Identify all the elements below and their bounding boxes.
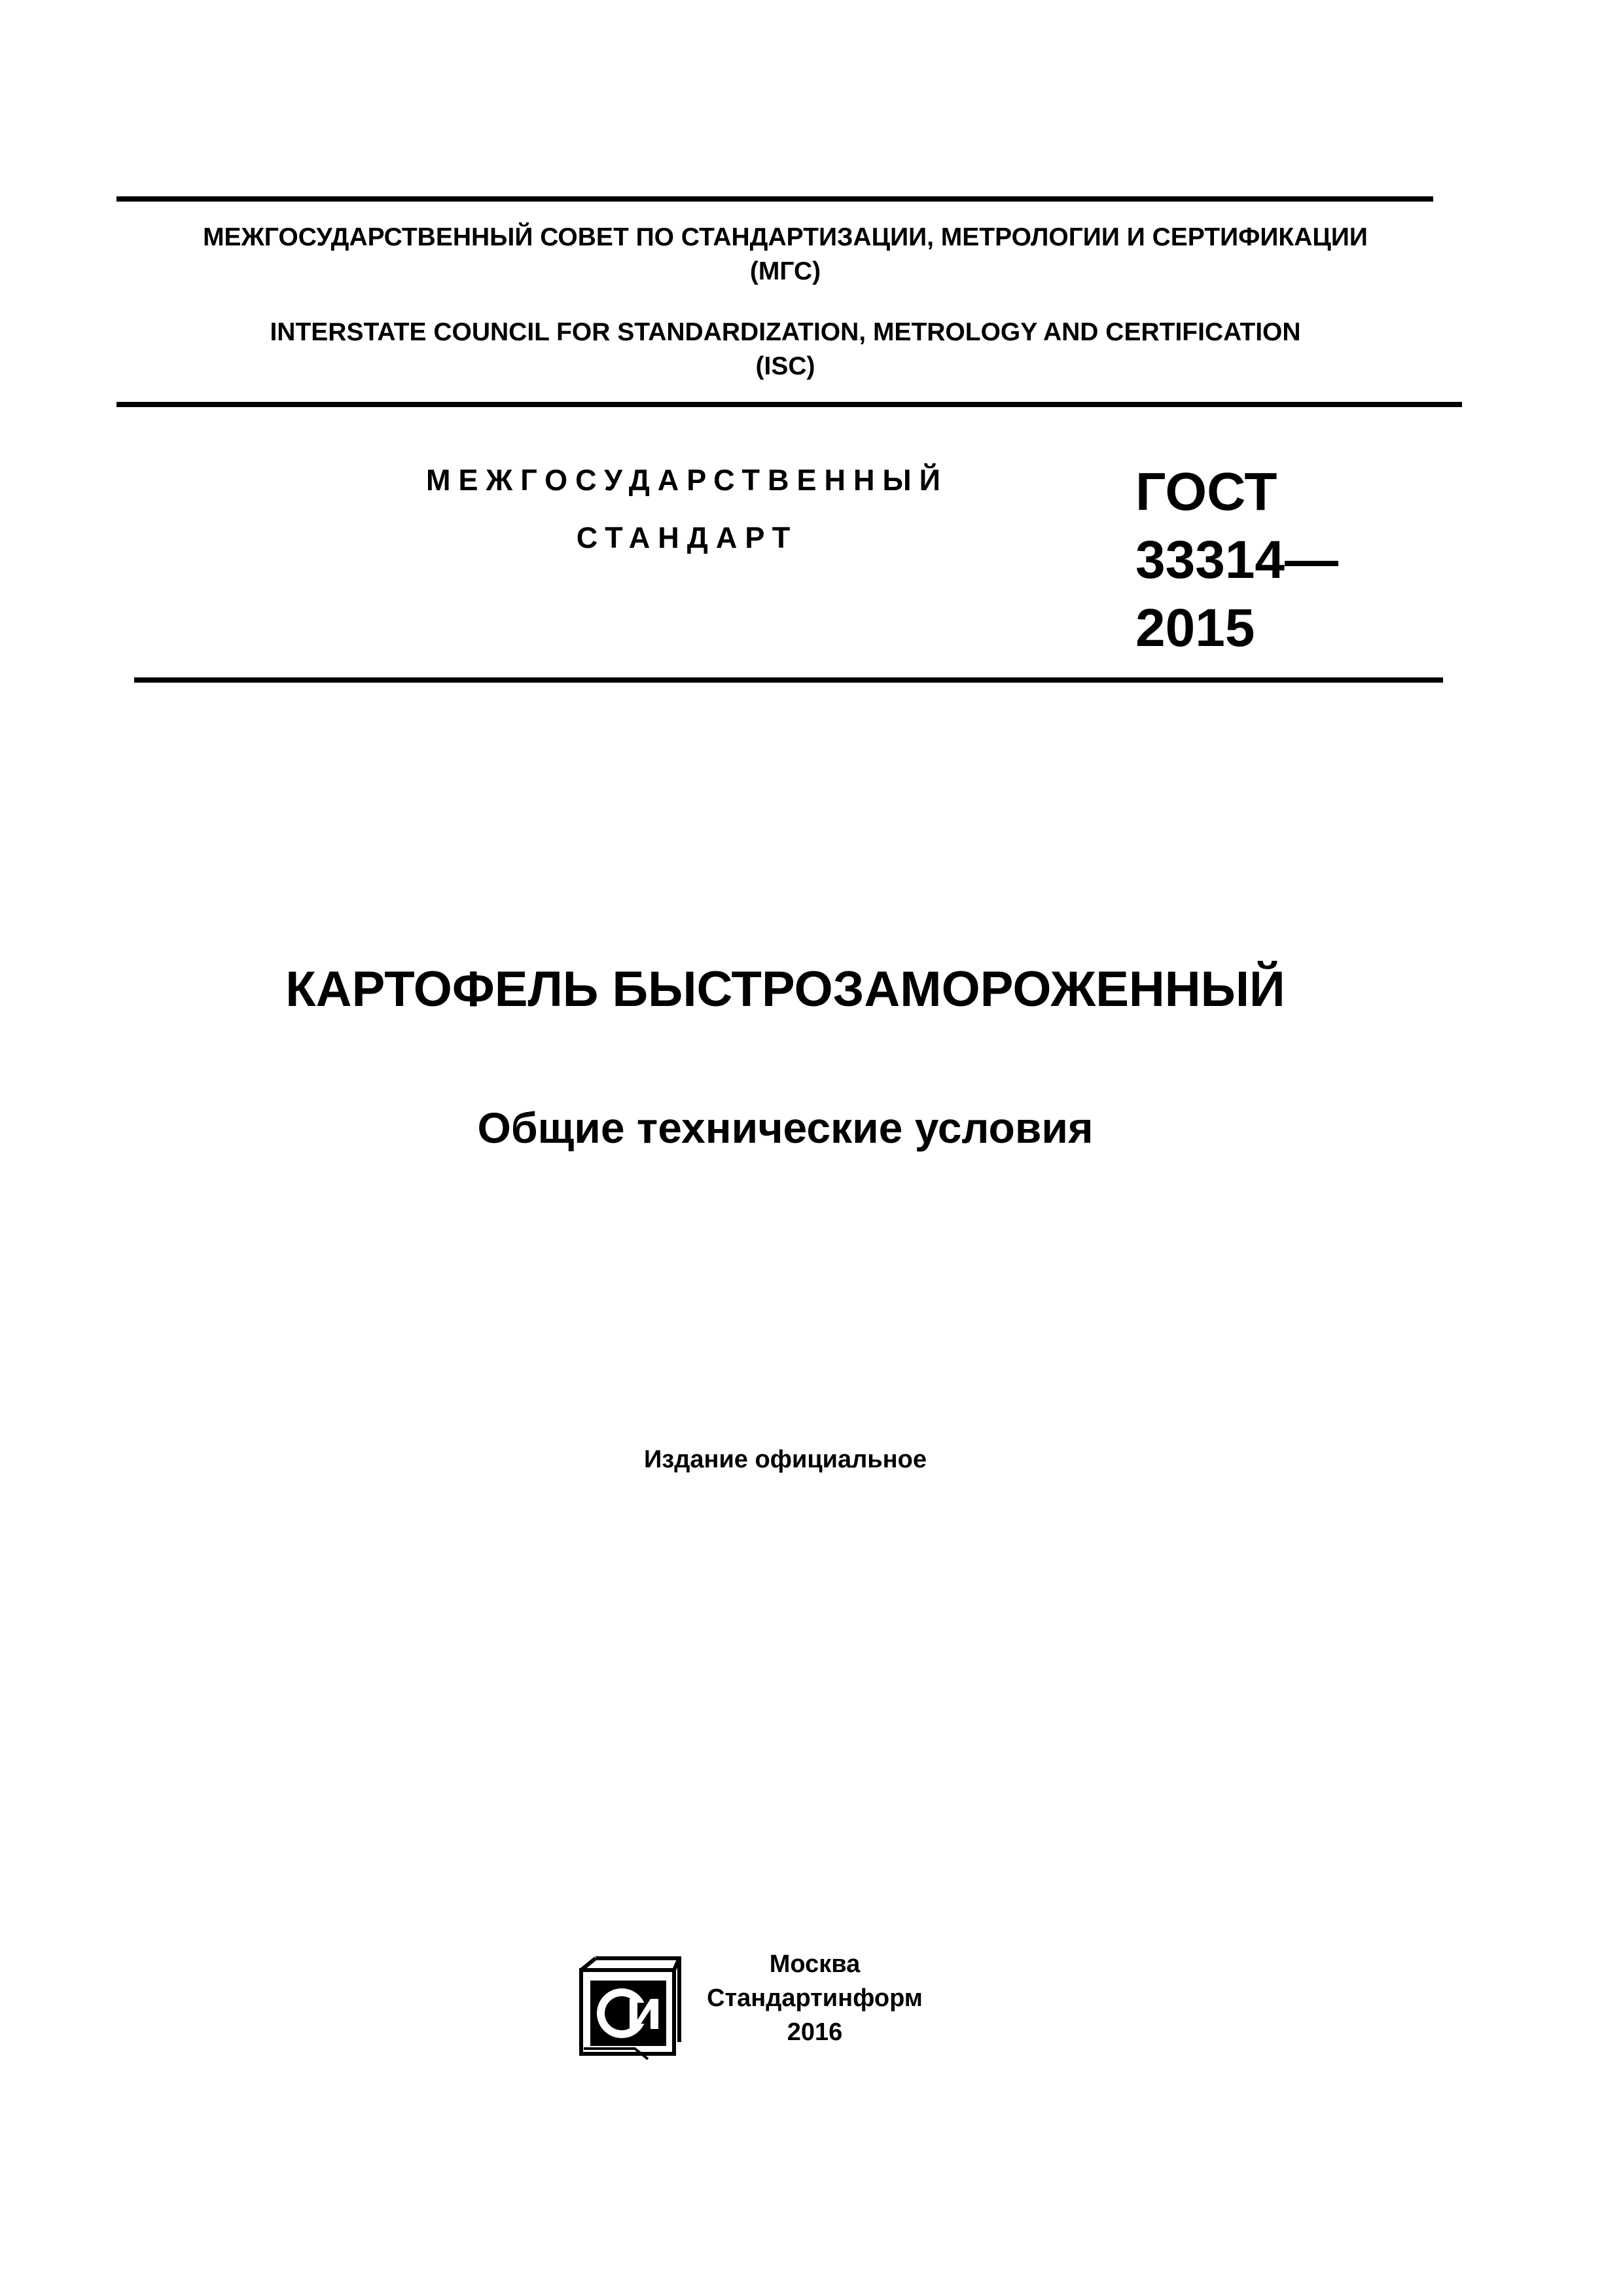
council-abbr-ru: (МГС) <box>749 257 821 285</box>
council-name-ru <box>98 221 1472 289</box>
document-subtitle: Общие технические условия <box>477 1103 1094 1152</box>
council-abbr-en: (ISC) <box>755 352 815 380</box>
standard-kind-line1: МЕЖГОСУДАРСТВЕННЫЙ <box>426 463 948 497</box>
standard-code-number: 33314— <box>1135 530 1339 590</box>
standard-code <box>1135 458 1338 662</box>
publisher-name: Стандартинформ <box>707 1984 923 2012</box>
council-name-ru-line: МЕЖГОСУДАРСТВЕННЫЙ СОВЕТ ПО СТАНДАРТИЗАЦИИ, МЕТРОЛОГИИ И СЕРТИФИКАЦИИ <box>203 223 1368 251</box>
publisher-city: Москва <box>769 1950 861 1978</box>
council-name-en-line: INTERSTATE COUNCIL FOR STANDARDIZATION, METROLOGY AND CERTIFICATION <box>270 318 1301 346</box>
standartinform-logo-icon <box>576 1950 687 2062</box>
document-title: КАРТОФЕЛЬ БЫСТРОЗАМОРОЖЕННЫЙ <box>285 961 1285 1017</box>
middle-rule <box>116 402 1462 407</box>
top-rule <box>116 196 1433 202</box>
standard-code-prefix: ГОСТ <box>1135 462 1277 522</box>
publisher-year: 2016 <box>787 2018 843 2046</box>
standard-code-year: 2015 <box>1135 598 1255 658</box>
standard-kind-line2: СТАНДАРТ <box>576 521 798 554</box>
edition-note: Издание официальное <box>644 1446 927 1473</box>
lower-rule <box>134 677 1443 683</box>
council-name-en <box>98 315 1472 384</box>
standard-kind <box>366 452 1008 567</box>
publisher-block <box>707 1947 923 2049</box>
